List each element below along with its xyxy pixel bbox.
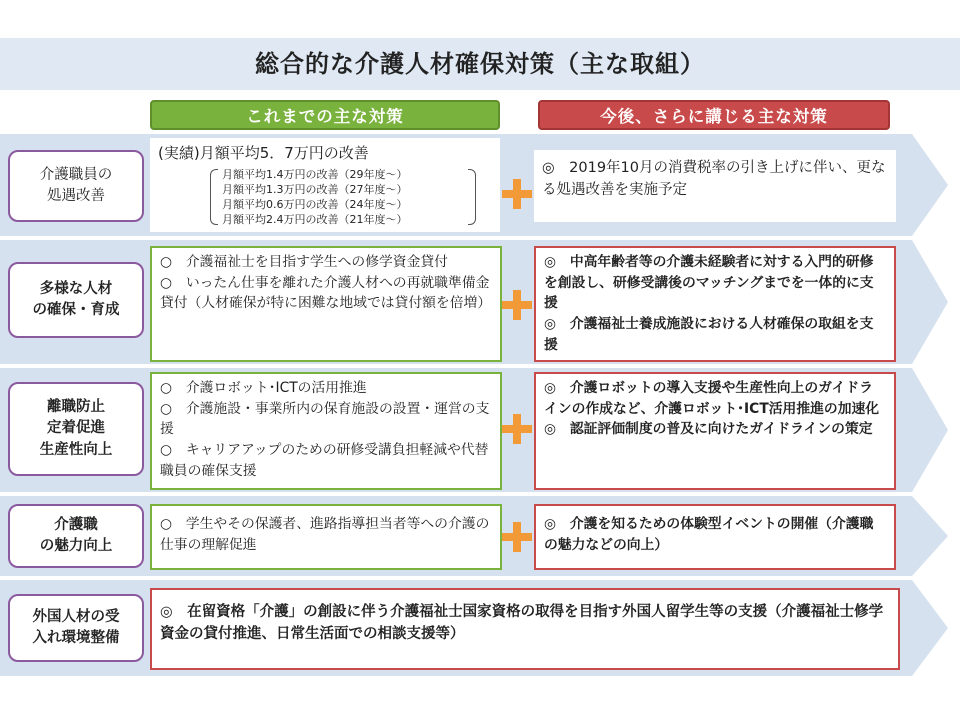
category-treatment-improvement: 介護職員の 処遇改善 [8,150,144,222]
category-attractiveness: 介護職 の魅力向上 [8,504,144,568]
current-item: ○ いったん仕事を離れた介護人材への再就職準備金貸付（人材確保が特に困難な地域では貸付額を倍増） [160,274,492,312]
category-diverse-talent: 多様な人材 の確保・育成 [8,262,144,338]
current-item: ○ キャリアアップのための研修受講負担軽減や代替職員の確保支援 [160,442,489,479]
current-box-diverse [150,246,502,362]
row-arrow [912,496,948,576]
future-box-retention [534,372,896,490]
future-item: ◎ 介護を知るための体験型イベントの開催（介護職の魅力などの向上） [544,516,874,553]
plus-icon [502,179,532,209]
row-arrow [912,368,948,492]
page-title: 総合的な介護人材確保対策（主な取組） [255,50,705,78]
future-measures-header: 今後、さらに講じる主な対策 [538,100,890,130]
future-item: ◎ 2019年10月の消費税率の引き上げに伴い、更なる処遇改善を実施予定 [542,160,886,198]
future-box-treatment [534,150,896,222]
future-item: ◎ 認証評価制度の普及に向けたガイドラインの策定 [544,421,873,438]
plus-icon [502,522,532,552]
row-arrow [912,580,948,676]
right-brace [468,169,476,226]
left-brace [210,169,218,226]
future-box-attractiveness [534,504,896,570]
improvement-breakdown [216,167,492,228]
breakdown-line: 月額平均1.4万円の改善（29年度～） [222,167,408,181]
current-main-text: (実績)月額平均5．7万円の改善 [158,144,369,162]
row-arrow [912,134,948,236]
combined-box-foreign [150,588,900,670]
row-arrow [912,240,948,364]
current-item: ○ 学生やその保護者、進路指導担当者等への介護の仕事の理解促進 [160,516,490,553]
combined-item: ◎ 在留資格「介護」の創設に伴う介護福祉士国家資格の取得を目指す外国人留学生等の支援（介護福祉士修学資金の貸付推進、日常生活面での相談支援等） [160,604,884,642]
category-retention-productivity: 離職防止 定着促進 生産性向上 [8,382,144,476]
current-item: ○ 介護施設・事業所内の保育施設の設置・運営の支援 [160,400,490,438]
current-box-treatment [150,138,500,232]
current-item: ○ 介護福祉士を目指す学生への修学資金貸付 [160,254,448,270]
plus-icon [502,414,532,444]
breakdown-line: 月額平均1.3万円の改善（27年度～） [222,182,408,196]
current-item: ○ 介護ロボット･ICTの活用推進 [160,380,367,396]
breakdown-line: 月額平均0.6万円の改善（24年度～） [222,197,408,211]
current-measures-header: これまでの主な対策 [150,100,500,130]
future-item: ◎ 介護ロボットの導入支援や生産性向上のガイドラインの作成など、介護ロボット･ICT活用推進の加速化 [544,380,880,417]
future-box-diverse [534,246,896,362]
category-foreign-talent: 外国人材の受 入れ環境整備 [8,594,144,662]
future-item: ◎ 中高年齢者等の介護未経験者に対する入門的研修を創設し、研修受講後のマッチングまでを一体的に支援 [544,254,874,312]
future-item: ◎ 介護福祉士養成施設における人材確保の取組を支援 [544,316,874,353]
breakdown-line: 月額平均2.4万円の改善（21年度～） [222,213,408,227]
plus-icon [502,290,532,320]
current-box-retention [150,372,502,490]
current-box-attractiveness [150,504,502,570]
